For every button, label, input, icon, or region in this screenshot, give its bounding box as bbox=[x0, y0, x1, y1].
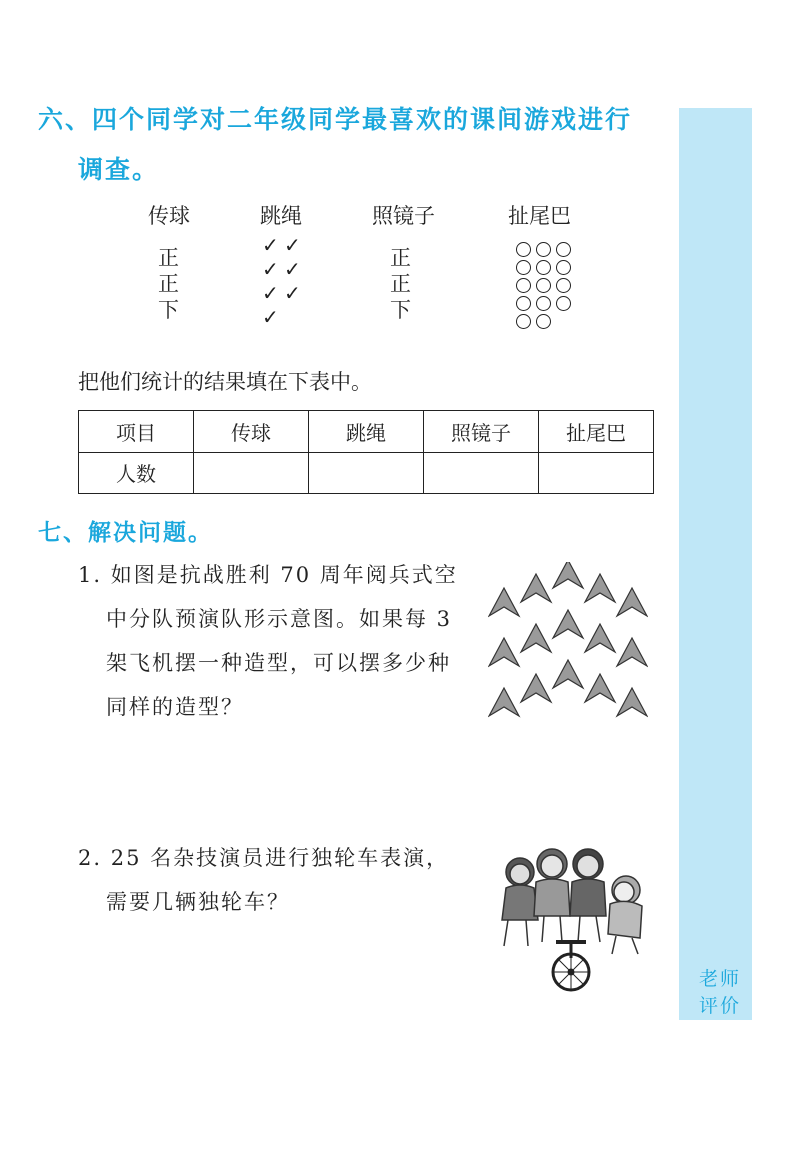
circle-tally bbox=[556, 278, 571, 293]
unicycle-acrobats-illustration bbox=[490, 842, 656, 994]
circle-tally bbox=[516, 242, 531, 257]
airplane-marker bbox=[617, 688, 647, 716]
survey-header-tail: 扯尾巴 bbox=[508, 204, 571, 228]
airplane-marker bbox=[585, 624, 615, 652]
circle-tally bbox=[536, 296, 551, 311]
section7-title: 七、解决问题。 bbox=[38, 520, 213, 546]
tally-pass-ball bbox=[158, 245, 179, 323]
circle-tally bbox=[536, 278, 551, 293]
unicycle bbox=[553, 942, 589, 990]
teacher-evaluation-sidebar bbox=[679, 108, 752, 1020]
table-header-cell: 扯尾巴 bbox=[539, 411, 654, 453]
problem-2-line: 需要几辆独轮车？ bbox=[106, 890, 290, 914]
tally-mark: 下 bbox=[158, 298, 179, 322]
acrobat-right bbox=[608, 876, 642, 954]
tally-mark: 正 bbox=[390, 246, 411, 270]
airplane-marker bbox=[553, 562, 583, 588]
table-answer-cell[interactable] bbox=[309, 452, 424, 494]
airplane-marker bbox=[553, 610, 583, 638]
section6-title-line2: 调查。 bbox=[78, 155, 160, 184]
circle-tally bbox=[556, 242, 571, 257]
table-answer-cell[interactable] bbox=[424, 452, 539, 494]
circle-tally bbox=[516, 278, 531, 293]
airplane-marker bbox=[585, 574, 615, 602]
airplane-marker bbox=[521, 674, 551, 702]
checkmark-tally: ✓ bbox=[284, 257, 301, 281]
problem-1-line: 架飞机摆一种造型，可以摆多少种 bbox=[106, 651, 451, 675]
airplane-marker bbox=[553, 660, 583, 688]
survey-header-pass-ball: 传球 bbox=[148, 204, 190, 228]
teacher-evaluation-line2: 评价 bbox=[698, 995, 741, 1017]
section6-title-line1: 六、四个同学对二年级同学最喜欢的课间游戏进行 bbox=[38, 105, 633, 134]
airplane-marker bbox=[521, 624, 551, 652]
checkmark-tally: ✓ bbox=[262, 233, 279, 257]
airplane-marker bbox=[489, 588, 519, 616]
checkmark-tally: ✓ bbox=[284, 281, 301, 305]
table-answer-cell[interactable] bbox=[194, 452, 309, 494]
table-header-row bbox=[79, 411, 654, 453]
airplane-marker bbox=[617, 588, 647, 616]
circle-tally bbox=[556, 296, 571, 311]
tally-mark: 下 bbox=[390, 298, 411, 322]
circle-tally bbox=[536, 314, 551, 329]
acrobat-left bbox=[502, 858, 538, 946]
acrobat-figures bbox=[502, 849, 642, 954]
plane-formation-figure bbox=[488, 562, 648, 722]
circle-tally bbox=[516, 296, 531, 311]
checkmark-tally: ✓ bbox=[262, 257, 279, 281]
problem-1-line: 中分队预演队形示意图。如果每 3 bbox=[106, 607, 453, 631]
problem-2-line: 2. 25 名杂技演员进行独轮车表演， bbox=[78, 846, 450, 870]
tally-mirror bbox=[390, 245, 411, 323]
table-header-cell: 照镜子 bbox=[424, 411, 539, 453]
acrobat-center-left bbox=[534, 849, 570, 942]
airplane-marker bbox=[521, 574, 551, 602]
tally-mark: 正 bbox=[390, 272, 411, 296]
teacher-evaluation-label bbox=[690, 966, 750, 1020]
table-header-cell: 项目 bbox=[79, 411, 194, 453]
teacher-evaluation-line1: 老师 bbox=[698, 968, 741, 990]
tally-mark: 正 bbox=[158, 246, 179, 270]
table-answer-cell[interactable] bbox=[539, 452, 654, 494]
instruction-text: 把他们统计的结果填在下表中。 bbox=[78, 370, 372, 394]
result-table bbox=[78, 410, 654, 494]
airplane-marker bbox=[617, 638, 647, 666]
checkmark-tally: ✓ bbox=[262, 281, 279, 305]
airplane-marker bbox=[489, 688, 519, 716]
checkmark-tally: ✓ bbox=[284, 233, 301, 257]
tally-mark: 正 bbox=[158, 272, 179, 296]
table-row-label: 人数 bbox=[79, 452, 194, 494]
survey-header-mirror: 照镜子 bbox=[372, 204, 435, 228]
problem-1 bbox=[78, 553, 458, 729]
table-header-cell: 传球 bbox=[194, 411, 309, 453]
circle-tally bbox=[516, 314, 531, 329]
problem-1-line: 同样的造型？ bbox=[106, 695, 244, 719]
checkmark-tally: ✓ bbox=[262, 305, 279, 329]
table-row bbox=[79, 452, 654, 494]
problem-2 bbox=[78, 836, 449, 924]
circle-tally bbox=[536, 260, 551, 275]
table-header-cell: 跳绳 bbox=[309, 411, 424, 453]
circle-tally bbox=[556, 260, 571, 275]
circle-tally bbox=[516, 260, 531, 275]
circle-tally bbox=[536, 242, 551, 257]
survey-header-jump-rope: 跳绳 bbox=[260, 204, 302, 228]
acrobat-center-right bbox=[570, 849, 606, 942]
airplane-marker bbox=[489, 638, 519, 666]
problem-1-line: 1. 如图是抗战胜利 70 周年阅兵式空 bbox=[78, 563, 458, 587]
plane-formation bbox=[489, 562, 647, 716]
airplane-marker bbox=[585, 674, 615, 702]
